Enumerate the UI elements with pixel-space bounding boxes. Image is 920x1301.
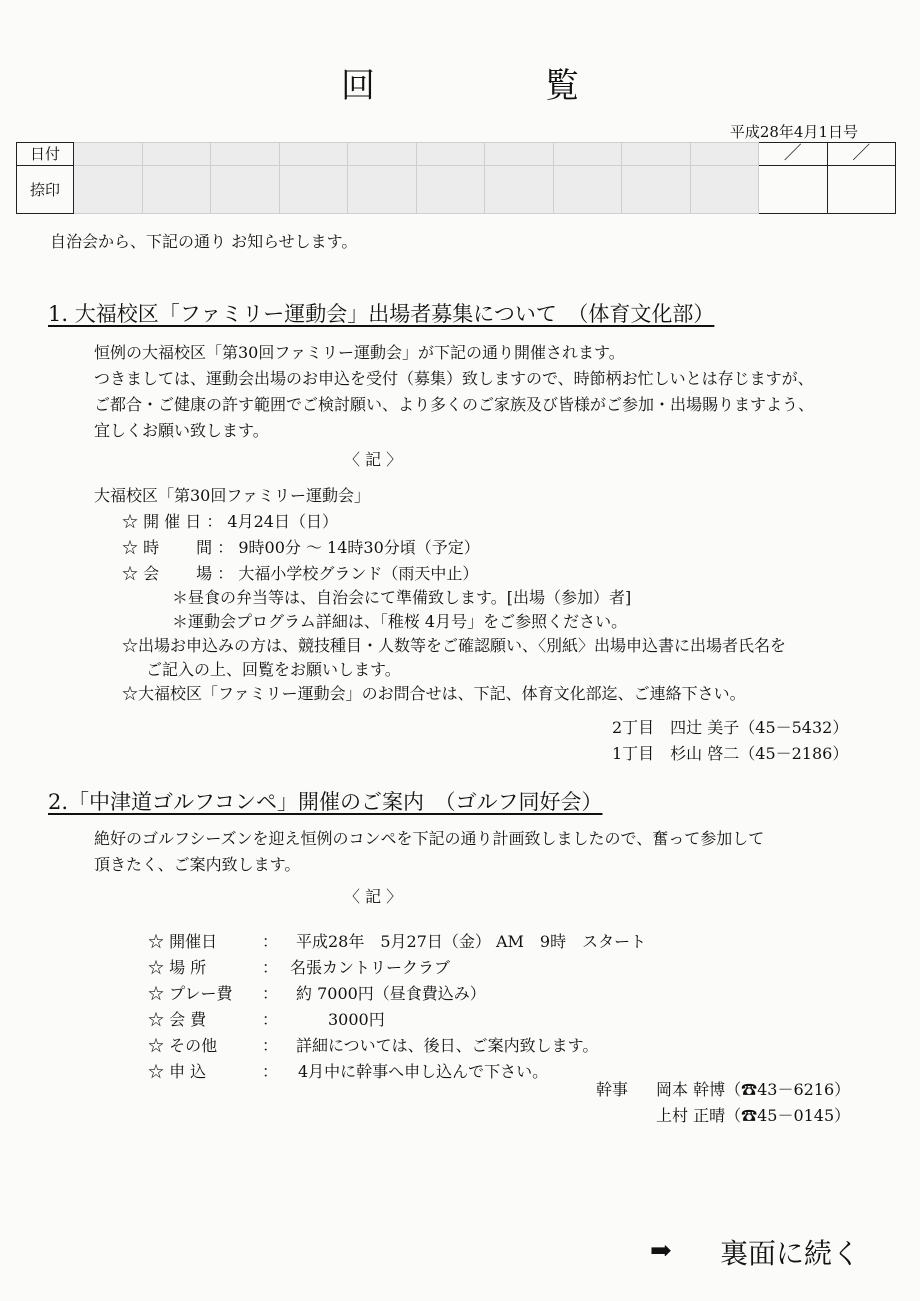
event-name: 大福校区「第30回ファミリー運動会」: [94, 486, 371, 505]
golf-item-colon: ：: [262, 984, 279, 1003]
inquiry-text: ☆大福校区「ファミリー運動会」のお問合せは、下記、体育文化部迄、ご連絡下さい。: [122, 684, 746, 703]
stamp-cell[interactable]: [690, 166, 759, 214]
section2-para: 頂きたく、ご案内致します。: [94, 855, 301, 874]
section1-ki: 〈 記 〉: [344, 450, 403, 469]
golf-item-value: 平成28年 5月27日（金） AM 9時 スタート: [296, 932, 647, 951]
stamp-cell[interactable]: [348, 166, 417, 214]
arrow-right-icon: ➡: [650, 1236, 672, 1266]
stamp-label: 捺印: [17, 166, 74, 214]
stamp-cell[interactable]: [74, 166, 143, 214]
date-cell[interactable]: [279, 143, 348, 166]
section2-heading: 2.「中津道ゴルフコンペ」開催のご案内 （ゴルフ同好会）: [48, 790, 603, 814]
organizer-label: 幹事: [596, 1080, 629, 1099]
date-cell[interactable]: ／: [827, 143, 896, 166]
golf-item-value: 詳細については、後日、ご案内致します。: [296, 1036, 599, 1055]
stamp-cell[interactable]: [759, 166, 828, 214]
golf-item-value: 名張カントリークラブ: [290, 958, 451, 977]
organizer: 上村 正晴（☎45－0145）: [656, 1106, 851, 1125]
date-cell[interactable]: [211, 143, 280, 166]
date-cell[interactable]: [690, 143, 759, 166]
title-char-2: 覧: [545, 66, 579, 106]
section1-para: つきましては、運動会出場のお申込を受付（募集）致しますので、時節柄お忙しいとは存じますが、: [94, 369, 814, 388]
circulation-table: [16, 142, 896, 214]
event-time: ☆ 時 間 ： 9時00分 ～ 14時30分頃（予定）: [122, 538, 480, 557]
date-cell[interactable]: [348, 143, 417, 166]
stamp-cell[interactable]: [142, 166, 211, 214]
event-venue: ☆ 会 場 ： 大福小学校グランド（雨天中止）: [122, 564, 479, 583]
date-cell[interactable]: [416, 143, 485, 166]
stamp-cell[interactable]: [416, 166, 485, 214]
document-title: [0, 58, 920, 107]
stamp-cell[interactable]: [485, 166, 554, 214]
golf-item-colon: ：: [262, 1010, 279, 1029]
stamp-cell[interactable]: [827, 166, 896, 214]
issue-date: 平成28年4月1日号: [729, 123, 858, 141]
apply-text: ☆出場お申込みの方は、競技種目・人数等をご確認願い、〈別紙〉出場申込書に出場者氏名を: [122, 636, 787, 655]
date-cell[interactable]: [485, 143, 554, 166]
section1-heading: 1. 大福校区「ファミリー運動会」出場者募集について （体育文化部）: [48, 302, 715, 326]
stamp-cell[interactable]: [211, 166, 280, 214]
golf-item-label: ☆ 会 費: [148, 1010, 207, 1029]
golf-item-value: 3000円: [296, 1010, 385, 1029]
stamp-cell[interactable]: [279, 166, 348, 214]
golf-item-value: 約 7000円（昼食費込み）: [296, 984, 486, 1003]
golf-item-label: ☆ 場 所: [148, 958, 207, 977]
section1-para: ご都合・ご健康の許す範囲でご検討願い、より多くのご家族及び皆様がご参加・出場賜りますよう、: [94, 395, 815, 414]
continue-text: 裏面に続く: [719, 1237, 860, 1270]
lunch-note: ＊昼食の弁当等は、自治会にて準備致します。[出場（参加）者]: [172, 588, 632, 607]
date-cell[interactable]: [622, 143, 691, 166]
contact: 2丁目 四辻 美子（45－5432）: [612, 718, 849, 737]
section2-ki: 〈 記 〉: [344, 887, 403, 906]
section1-para: 宜しくお願い致します。: [94, 421, 269, 440]
event-date: ☆ 開 催 日 ： 4月24日（日）: [122, 512, 338, 531]
golf-item-colon: ：: [262, 932, 279, 951]
stamp-cell[interactable]: [553, 166, 622, 214]
golf-item-colon: ：: [262, 1062, 279, 1081]
program-note: ＊運動会プログラム詳細は、「稚桜 4月号」をご参照ください。: [172, 612, 628, 631]
contact: 1丁目 杉山 啓二（45－2186）: [612, 744, 849, 763]
date-cell[interactable]: ／: [759, 143, 828, 166]
golf-item-value: 4月中に幹事へ申し込んで下さい。: [298, 1062, 549, 1081]
intro-text: 自治会から、下記の通り お知らせします。: [50, 232, 358, 251]
golf-item-colon: ：: [262, 958, 279, 977]
golf-item-label: ☆ プレー費: [148, 984, 233, 1003]
golf-item-label: ☆ その他: [148, 1036, 218, 1055]
section2-para: 絶好のゴルフシーズンを迎え恒例のコンペを下記の通り計画致しましたので、奮って参加して: [94, 829, 765, 848]
apply-text: ご記入の上、回覧をお願いします。: [146, 660, 401, 679]
organizer: 岡本 幹博（☎43－6216）: [656, 1080, 851, 1099]
golf-item-label: ☆ 開催日: [148, 932, 218, 951]
section1-para: 恒例の大福校区「第30回ファミリー運動会」が下記の通り開催されます。: [94, 343, 625, 362]
golf-item-label: ☆ 申 込: [148, 1062, 207, 1081]
date-label: 日付: [17, 143, 74, 166]
title-char-1: 回: [341, 66, 375, 106]
date-cell[interactable]: [553, 143, 622, 166]
stamp-cell[interactable]: [622, 166, 691, 214]
date-cell[interactable]: [142, 143, 211, 166]
date-cell[interactable]: [74, 143, 143, 166]
golf-item-colon: ：: [262, 1036, 279, 1055]
